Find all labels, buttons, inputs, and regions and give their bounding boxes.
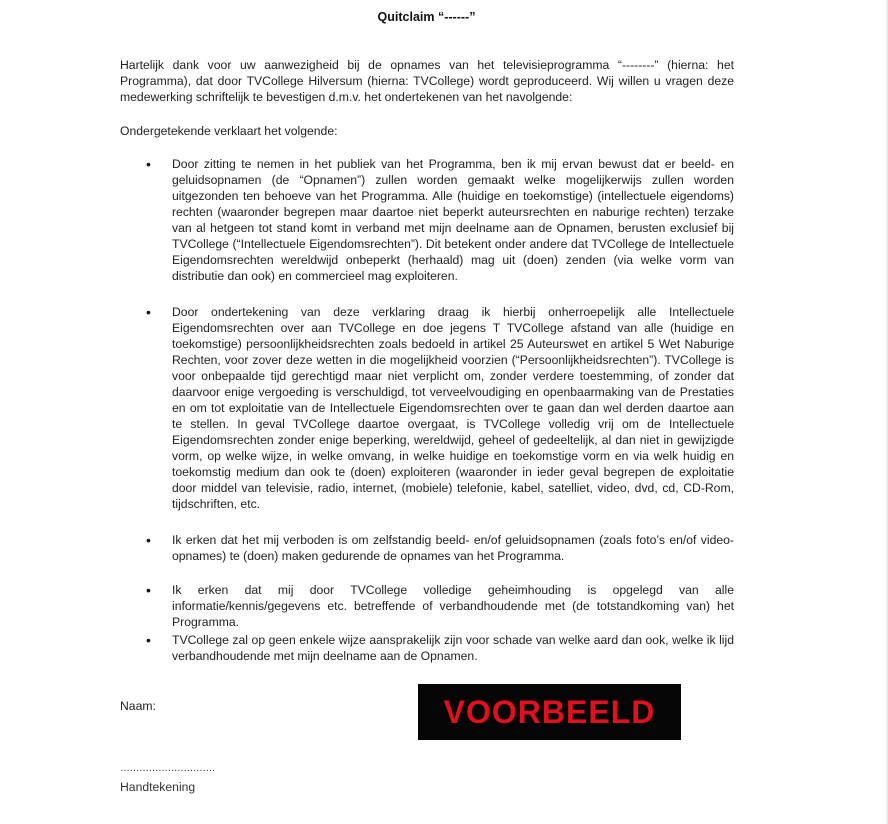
name-label: Naam: xyxy=(120,699,156,713)
bullet-icon: • xyxy=(146,304,151,320)
bullet-text: Ik erken dat het mij verboden is om zelfstandig beeld- en/of geluidsopnamen (zoals foto’s en/of video-opnames) te (doen) maken gedurende de opnames van het Programma. xyxy=(172,533,734,563)
bullet-text: Door zitting te nemen in het publiek van het Programma, ben ik mij ervan bewust dat er beeld- en geluidsopnamen (de “Opnamen”) zullen worden gemaakt welke mogelijkerwijs zullen worden uitgezonden ten behoeve van het Programma. Alle (huidige en toekomstige) (intellectuele eigendoms) rechten (waaronder begrepen maar daartoe niet beperkt auteursrechten en naburige rechten) terzake van al hetgeen tot stand komt in verband met mijn deelname aan de Opnamen, berusten exclusief bij TVCollege (“Intellectuele Eigendomsrechten”). Dit betekent onder andere dat TVCollege de Intellectuele Eigendomsrechten wereldwijd onbeperkt (herhaald) mag uit (doen) zenden (via welke vorm van distributie dan ook) en commercieel mag exploiteren. xyxy=(172,157,734,283)
bullet-text: Door ondertekening van deze verklaring draag ik hierbij onherroepelijk alle Intellectuele Eigendomsrechten over aan TVCollege en doe jegens T TVCollege afstand van alle (huidige en toekomstige) persoonlijkheidsrechten zoals bedoeld in artikel 25 Auteurswet en artikel 5 Wet Naburige Rechten, voor zover deze wetten in die mogelijkheid voorzien (“Persoonlijkheidsrechten”). TVCollege is voor onbepaalde tijd gerechtigd maar niet verplicht om, zonder verdere toestemming, of zonder dat daarvoor enige vergoeding is verschuldigd, tot verveelvoudiging en openbaarmaking van de Prestaties en om tot exploitatie van de Intellectuele Eigendomsrechten over te gaan dan wel derden daartoe aan te stellen. In geval TVCollege daartoe overgaat, is TVCollege volledig vrij om de Intellectuele Eigendomsrechten zonder enige beperking, wereldwijd, geheel of gedeeltelijk, al dan niet in gewijzigde vorm, op welke wijze, in welke omvang, in welke huidige en toekomstige vorm en via welk huidig en toekomstig medium dan ook te (doen) exploiteren (waaronder in ieder geval begrepen de exploitatie door middel van televisie, radio, internet, (mobiele) telefonie, kabel, satelliet, video, dvd, cd, CD-Rom, tijdschriften, etc. xyxy=(172,305,734,511)
bullet-text: Ik erken dat mij door TVCollege volledige geheimhouding is opgelegd van alle informatie/kennis/gegevens etc. betreffende of verbandhoudende met (de totstandkoming van) het Programma. xyxy=(172,583,734,629)
bullet-icon: • xyxy=(146,532,151,548)
stamp-text: VOORBEELD xyxy=(443,693,656,730)
document-title: Quitclaim “------” xyxy=(377,10,476,24)
voorbeeld-stamp xyxy=(418,684,681,740)
declaration-heading: Ondergetekende verklaart het volgende: xyxy=(120,124,338,138)
signature-label: Handtekening xyxy=(120,780,196,794)
bullet-icon: • xyxy=(146,582,151,598)
intro-paragraph: Hartelijk dank voor uw aanwezigheid bij de opnames van het televisieprogramma “--------” (hierna: het Programma), dat door TVCollege Hilversum (hierna: TVCollege) wordt geproduceerd. Wij willen u vragen deze medewerking schriftelijk te bevestigen d.m.v. het ondertekenen van het navolgende: xyxy=(120,58,734,104)
signature-line: ………………………… xyxy=(120,763,215,774)
bullet-icon: • xyxy=(146,632,151,648)
bullet-text: TVCollege zal op geen enkele wijze aansprakelijk zijn voor schade van welke aard dan ook, welke ik lijd verbandhoudende met mijn deelname aan de Opnamen. xyxy=(172,633,734,663)
bullet-icon: • xyxy=(146,156,151,172)
